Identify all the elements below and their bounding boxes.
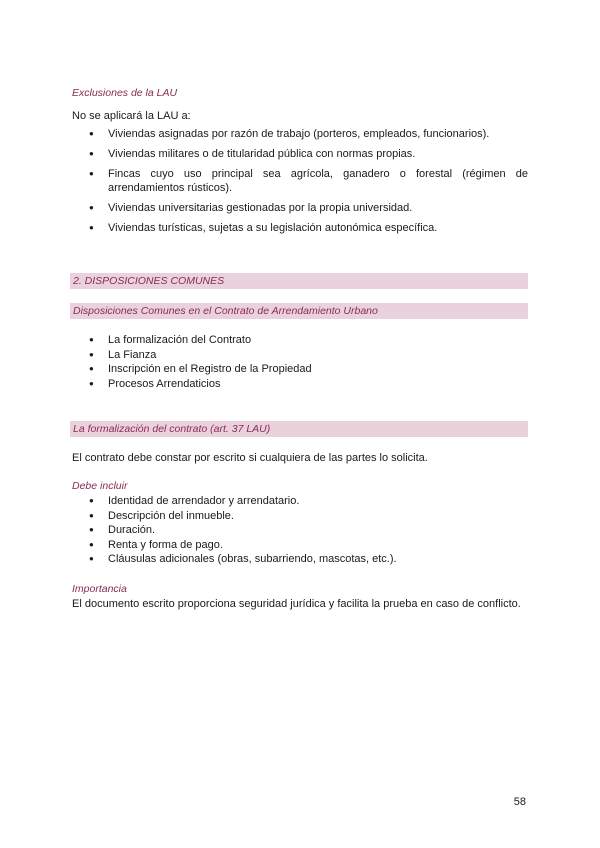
list-item: ● La formalización del Contrato — [72, 333, 528, 347]
list-item: ● Identidad de arrendador y arrendatario. — [72, 494, 528, 508]
list-item: ● Fincas cuyo uso principal sea agrícola, ganadero o forestal (régimen de arrendamientos rústicos). — [72, 167, 528, 195]
list-item: ● Inscripción en el Registro de la Propiedad — [72, 362, 528, 376]
list-item: ● Viviendas universitarias gestionadas por la propia universidad. — [72, 201, 528, 215]
importance-text: El documento escrito proporciona seguridad jurídica y facilita la prueba en caso de conflicto. — [72, 598, 521, 610]
exclusions-heading: Exclusiones de la LAU — [72, 87, 178, 99]
common-provisions-list — [72, 333, 528, 391]
list-item: ● Descripción del inmueble. — [72, 509, 528, 523]
exclusions-intro: No se aplicará la LAU a: — [72, 110, 191, 122]
list-item: ● Viviendas asignadas por razón de trabajo (porteros, empleados, funcionarios). — [72, 127, 528, 141]
list-item: ● Duración. — [72, 523, 528, 537]
list-item: ● Cláusulas adicionales (obras, subarriendo, mascotas, etc.). — [72, 552, 528, 566]
importance-heading: Importancia — [72, 583, 127, 595]
list-item: ● Viviendas militares o de titularidad pública con normas propias. — [72, 147, 528, 161]
section-subtitle-band: Disposiciones Comunes en el Contrato de Arrendamiento Urbano — [70, 303, 528, 319]
page-number: 58 — [513, 796, 526, 808]
formalization-text: El contrato debe constar por escrito si cualquiera de las partes lo solicita. — [72, 452, 428, 464]
list-item: ● La Fianza — [72, 348, 528, 362]
list-item: ● Viviendas turísticas, sujetas a su legislación autonómica específica. — [72, 221, 528, 235]
section-title-band: 2. DISPOSICIONES COMUNES — [70, 273, 528, 289]
list-item: ● Renta y forma de pago. — [72, 538, 528, 552]
list-item: ● Procesos Arrendaticios — [72, 377, 528, 391]
exclusions-list — [72, 127, 528, 241]
formalization-title-band: La formalización del contrato (art. 37 LAU) — [70, 421, 528, 437]
must-include-list — [72, 494, 528, 567]
must-include-heading: Debe incluir — [72, 480, 128, 492]
